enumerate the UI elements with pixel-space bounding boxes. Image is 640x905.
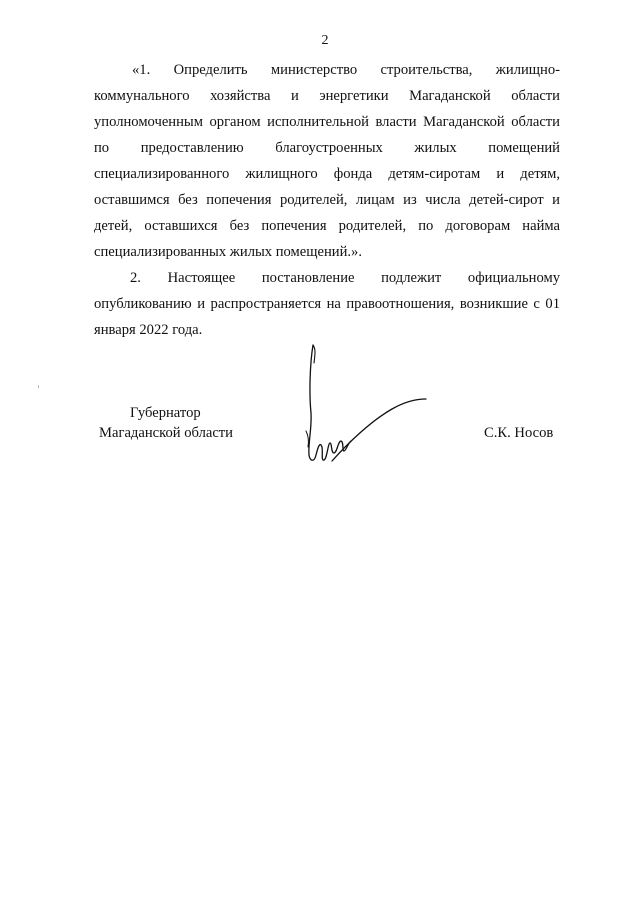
scan-artifact bbox=[38, 385, 39, 388]
signatory-name: С.К. Носов bbox=[484, 425, 554, 441]
page-number: 2 bbox=[321, 33, 329, 48]
paragraph-1: «1. Определить министерство строительства, жилищно-коммунального хозяйства и энергетики Магаданской области уполномоченным органом исполнительной власти Магаданской области по предоставлению благоустроенных жилых помещений специализированного жилищного фонда детям-сиротам и детям, оставшимся без попечения родителей, лицам из числа детей-сирот и детей, оставшихся без попечения родителей, по договорам найма специализированных жилых помещений.». bbox=[94, 62, 560, 260]
signatory-region: Магаданской области bbox=[99, 425, 233, 441]
handwritten-signature-icon bbox=[296, 343, 436, 473]
paragraph-2: 2. Настоящее постановление подлежит официальному опубликованию и распространяется на правоотношения, возникшие с 01 января 2022 года. bbox=[94, 270, 560, 338]
signatory-position: Губернатор bbox=[130, 405, 201, 421]
document-body bbox=[94, 57, 560, 343]
